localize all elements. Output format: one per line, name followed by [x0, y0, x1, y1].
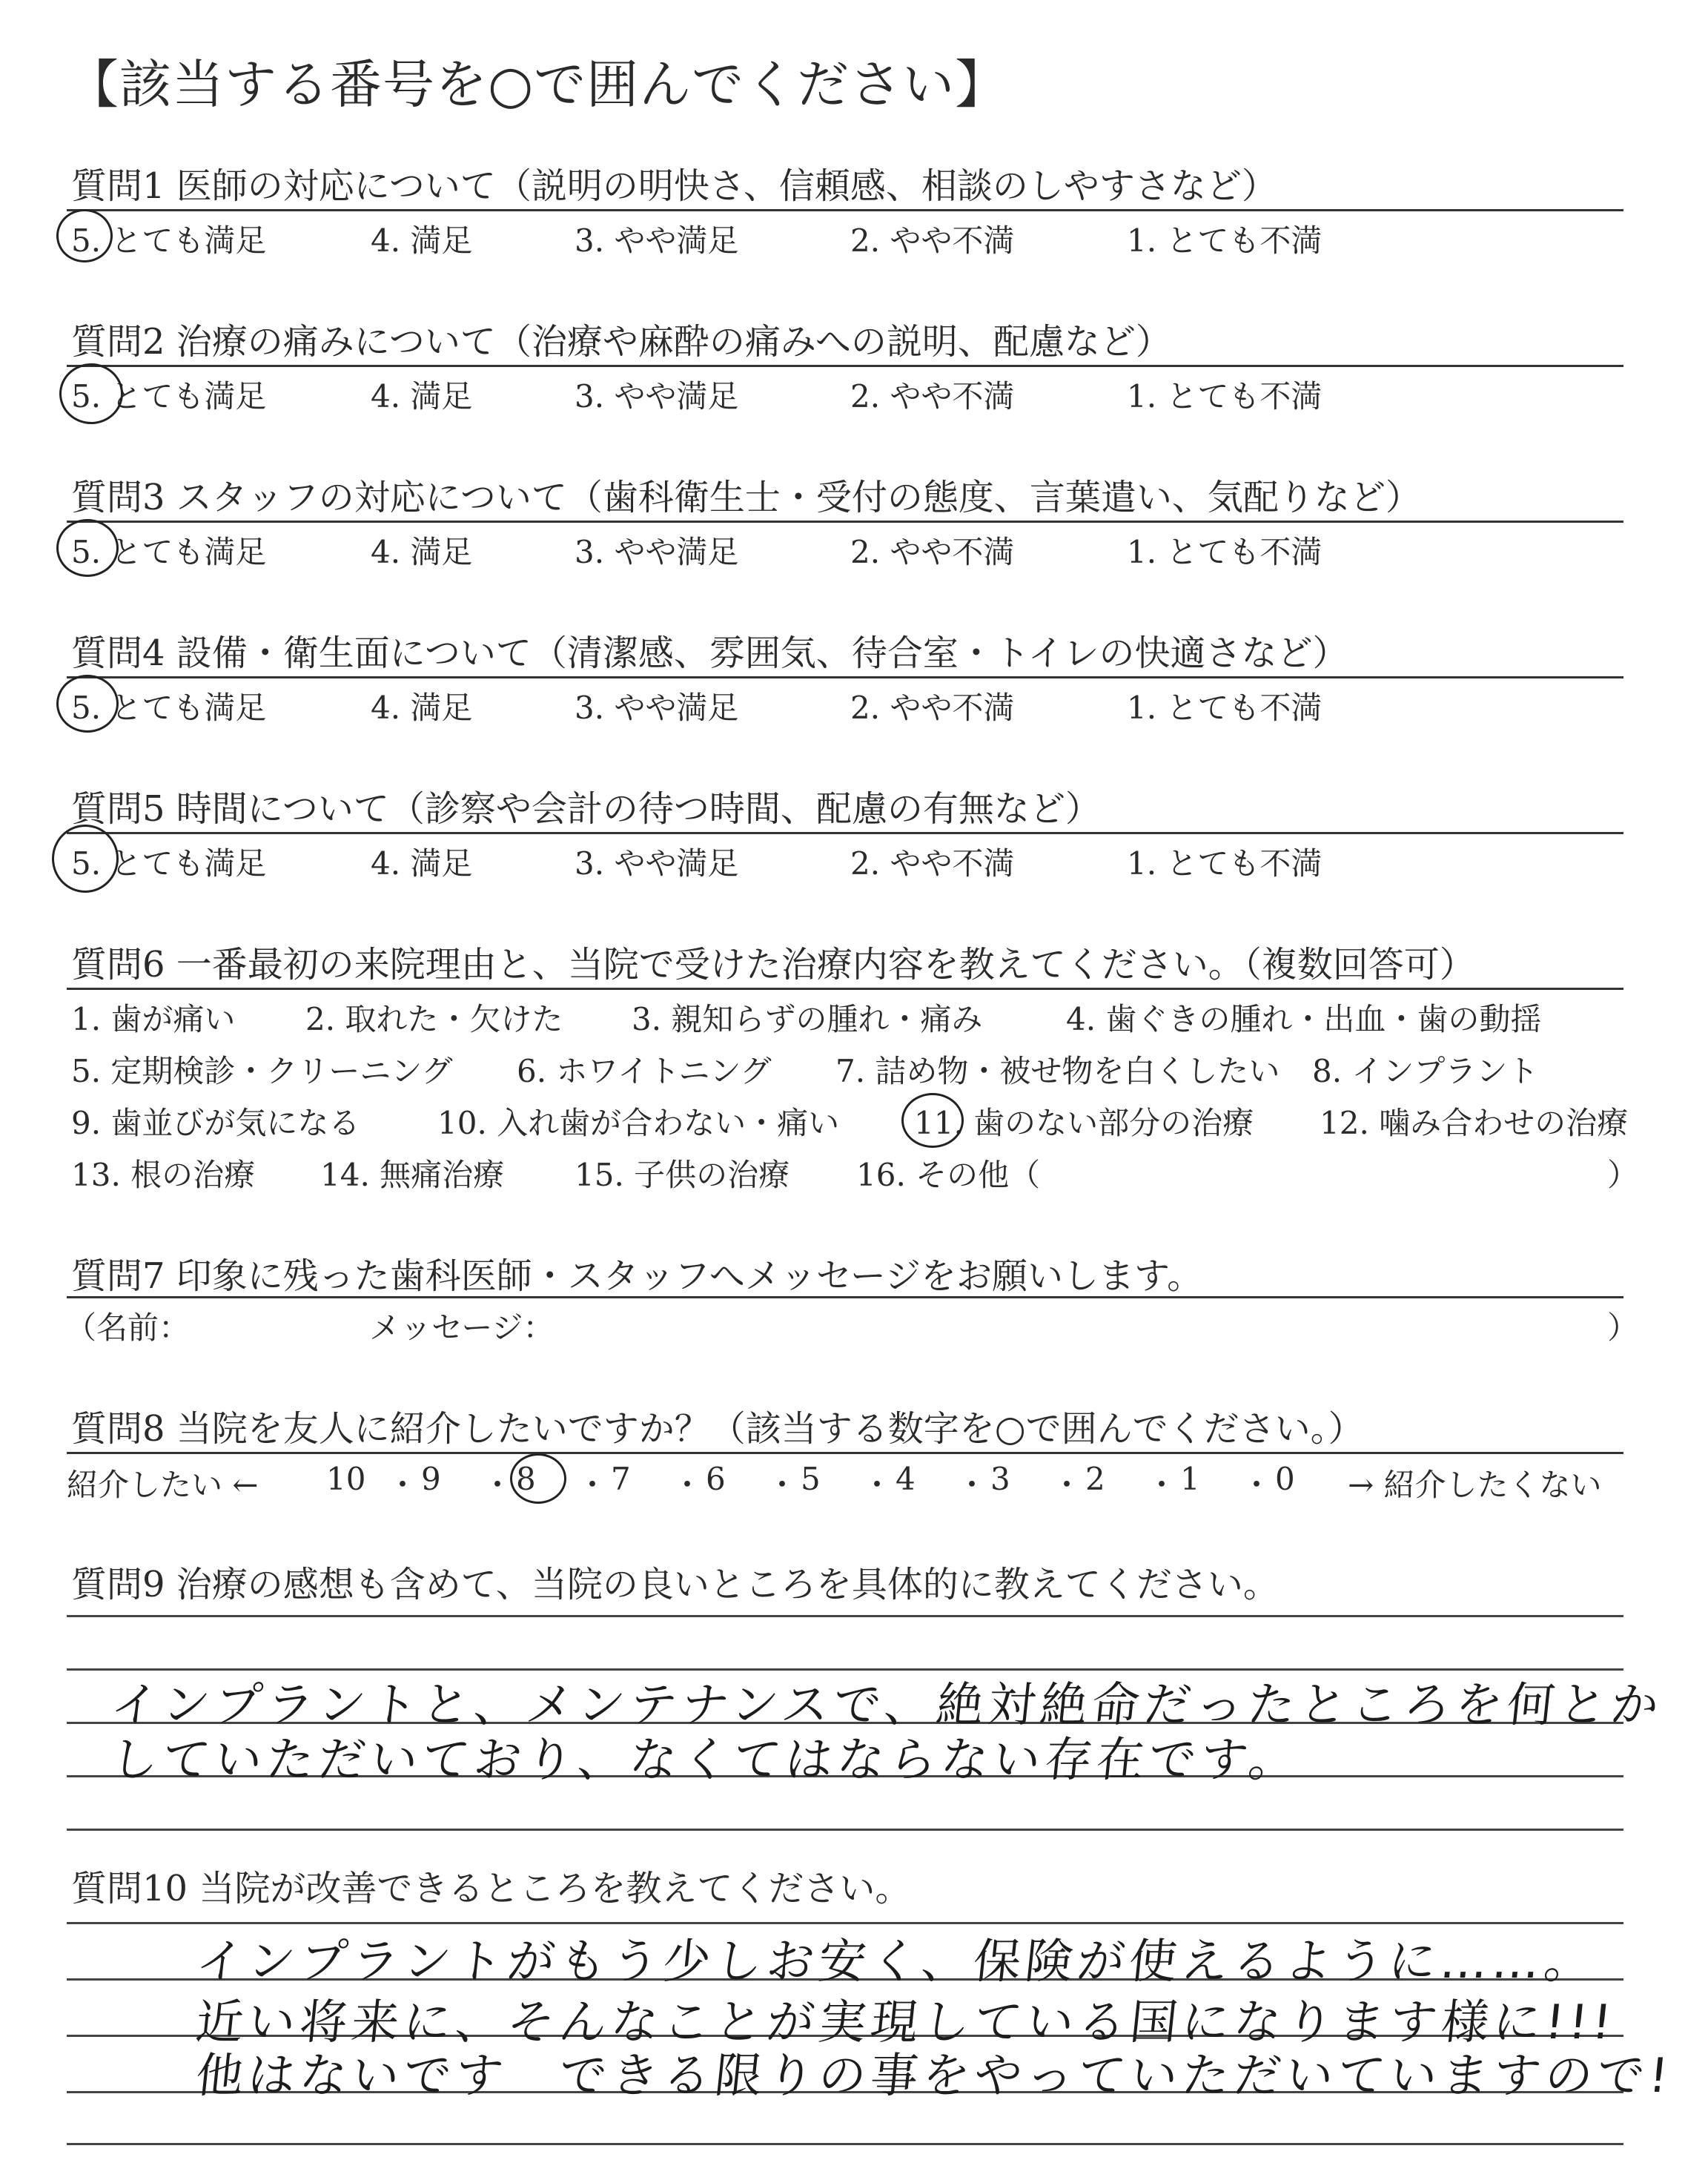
divider [67, 1452, 1623, 1454]
q6-option-10[interactable]: 10. 入れ歯が合わない・痛い [437, 1105, 840, 1141]
divider [67, 676, 1623, 678]
scale-value-4[interactable]: 4 [896, 1461, 916, 1497]
q9-answer-line-2: していただいており、なくてはならない存在です。 [107, 1733, 1304, 1788]
scale-separator: ・ [482, 1467, 514, 1503]
scale-value-6[interactable]: 6 [706, 1461, 726, 1497]
q10-answer-line-1: インプラントがもう少しお安く、保険が使えるように……。 [193, 1935, 1599, 1989]
q10-answer-line-2: 近い将来に、そんなことが実現している国になります様に!!! [193, 1995, 1619, 2050]
question-3-label: 質問3 スタッフの対応について（歯科衛生士・受付の態度、言葉遣い、気配りなど） [71, 477, 1421, 518]
q1-option-2[interactable]: 2. やや不満 [850, 222, 1015, 259]
q6-option-8[interactable]: 8. インプラント [1312, 1053, 1539, 1089]
scale-separator: ・ [956, 1467, 988, 1503]
q2-option-4[interactable]: 4. 満足 [371, 378, 473, 415]
q6-option-11[interactable]: 11. 歯のない部分の治療 [914, 1105, 1254, 1141]
q6-option-2[interactable]: 2. 取れた・欠けた [305, 1001, 563, 1037]
q6-option-6[interactable]: 6. ホワイトニング [517, 1053, 772, 1089]
form-title: 【該当する番号を○で囲んでください】 [67, 54, 1008, 115]
scale-value-5[interactable]: 5 [801, 1461, 821, 1497]
q6-option-12[interactable]: 12. 噛み合わせの治療 [1320, 1105, 1629, 1141]
scale-value-8[interactable]: 8 [516, 1461, 536, 1497]
divider [67, 365, 1623, 367]
question-9-label: 質問9 治療の感想も含めて、当院の良いところを具体的に教えてください。 [71, 1564, 1279, 1605]
divider [67, 1296, 1623, 1298]
question-4-label: 質問4 設備・衛生面について（清潔感、雰囲気、待合室・トイレの快適さなど） [71, 633, 1348, 674]
q5-option-1[interactable]: 1. とても不満 [1127, 845, 1323, 882]
divider [67, 988, 1623, 990]
question-7-label: 質問7 印象に残った歯科医師・スタッフへメッセージをお願いします。 [71, 1255, 1203, 1297]
q6-option-1[interactable]: 1. 歯が痛い [71, 1001, 236, 1037]
scale-separator: ・ [387, 1467, 419, 1503]
scale-separator: ・ [577, 1467, 609, 1503]
ruled-line [67, 1615, 1623, 1617]
q5-option-3[interactable]: 3. やや満足 [575, 845, 739, 882]
scale-separator: ・ [1051, 1467, 1083, 1503]
q6-option-7[interactable]: 7. 詰め物・被せ物を白くしたい [835, 1053, 1280, 1089]
q4-option-4[interactable]: 4. 満足 [371, 690, 473, 726]
q1-option-4[interactable]: 4. 満足 [371, 222, 473, 259]
scale-separator: ・ [672, 1467, 704, 1503]
scale-value-7[interactable]: 7 [611, 1461, 631, 1497]
q6-option-9[interactable]: 9. 歯並びが気になる [71, 1105, 360, 1141]
selection-circle [56, 519, 119, 577]
q4-option-2[interactable]: 2. やや不満 [850, 690, 1015, 726]
scale-value-3[interactable]: 3 [990, 1461, 1010, 1497]
q10-answer-line-3: 他はないです できる限りの事をやっていただいていますので! [193, 2049, 1675, 2104]
q6-option-14[interactable]: 14. 無痛治療 [320, 1157, 505, 1193]
selection-circle [56, 209, 113, 262]
q6-option-15[interactable]: 15. 子供の治療 [575, 1157, 790, 1193]
ruled-line [67, 1829, 1623, 1831]
scale-separator: ・ [1146, 1467, 1178, 1503]
q8-right-label: → 紹介したくない [1348, 1467, 1602, 1503]
q9-answer-line-1: インプラントと、メンテナンスで、絶対絶命だったところを何とか [107, 1678, 1666, 1733]
selection-circle [56, 675, 119, 733]
q1-option-3[interactable]: 3. やや満足 [575, 222, 739, 259]
q2-option-5[interactable]: 5. とても満足 [71, 378, 267, 415]
q5-option-4[interactable]: 4. 満足 [371, 845, 473, 882]
scale-separator: ・ [861, 1467, 893, 1503]
scale-separator: ・ [767, 1467, 798, 1503]
selection-circle [510, 1453, 566, 1504]
q3-option-4[interactable]: 4. 満足 [371, 534, 473, 570]
divider [67, 521, 1623, 523]
selection-circle [59, 363, 123, 424]
q4-option-1[interactable]: 1. とても不満 [1127, 690, 1323, 726]
q7-close-paren: ） [1607, 1309, 1639, 1346]
question-5-label: 質問5 時間について（診察や会計の待つ時間、配慮の有無など） [71, 788, 1101, 830]
q1-option-5[interactable]: 5. とても満足 [71, 222, 267, 259]
q6-option-3[interactable]: 3. 親知らずの腫れ・痛み [632, 1001, 983, 1037]
scale-value-10[interactable]: 10 [326, 1461, 366, 1497]
question-1-label: 質問1 医師の対応について（説明の明快さ、信頼感、相談のしやすさなど） [71, 165, 1277, 207]
divider [67, 832, 1623, 834]
q6-option-4[interactable]: 4. 歯ぐきの腫れ・出血・歯の動揺 [1066, 1001, 1542, 1037]
q6-other-close-paren: ） [1607, 1157, 1639, 1193]
scale-separator: ・ [1241, 1467, 1273, 1503]
scale-value-0[interactable]: 0 [1275, 1461, 1295, 1497]
scale-value-9[interactable]: 9 [421, 1461, 441, 1497]
q7-message-label: メッセージ： [369, 1309, 555, 1346]
q6-option-5[interactable]: 5. 定期検診・クリーニング [71, 1053, 453, 1089]
scale-value-2[interactable]: 2 [1085, 1461, 1105, 1497]
question-6-label: 質問6 一番最初の来院理由と、当院で受けた治療内容を教えてください。（複数回答可） [71, 944, 1475, 985]
q3-option-1[interactable]: 1. とても不満 [1127, 534, 1323, 570]
q5-option-5[interactable]: 5. とても満足 [71, 845, 267, 882]
q2-option-1[interactable]: 1. とても不満 [1127, 378, 1323, 415]
divider [67, 209, 1623, 211]
selection-circle [901, 1093, 964, 1148]
q7-name-label: （名前： [65, 1309, 191, 1346]
q6-option-16[interactable]: 16. その他（ [856, 1157, 1041, 1193]
ruled-line [67, 2143, 1623, 2145]
question-10-label: 質問10 当院が改善できるところを教えてください。 [71, 1868, 911, 1909]
q1-option-1[interactable]: 1. とても不満 [1127, 222, 1323, 259]
question-8-label: 質問8 当院を友人に紹介したいですか？（該当する数字を○で囲んでください。） [71, 1408, 1364, 1450]
selection-circle [52, 825, 119, 893]
q3-option-3[interactable]: 3. やや満足 [575, 534, 739, 570]
question-2-label: 質問2 治療の痛みについて（治療や麻酔の痛みへの説明、配慮など） [71, 321, 1171, 363]
scale-value-1[interactable]: 1 [1180, 1461, 1200, 1497]
q4-option-3[interactable]: 3. やや満足 [575, 690, 739, 726]
q2-option-3[interactable]: 3. やや満足 [575, 378, 739, 415]
q3-option-5[interactable]: 5. とても満足 [71, 534, 267, 570]
q2-option-2[interactable]: 2. やや不満 [850, 378, 1015, 415]
q5-option-2[interactable]: 2. やや不満 [850, 845, 1015, 882]
q3-option-2[interactable]: 2. やや不満 [850, 534, 1015, 570]
q6-option-13[interactable]: 13. 根の治療 [71, 1157, 256, 1193]
q4-option-5[interactable]: 5. とても満足 [71, 690, 267, 726]
q8-left-label: 紹介したい ← [67, 1467, 259, 1503]
